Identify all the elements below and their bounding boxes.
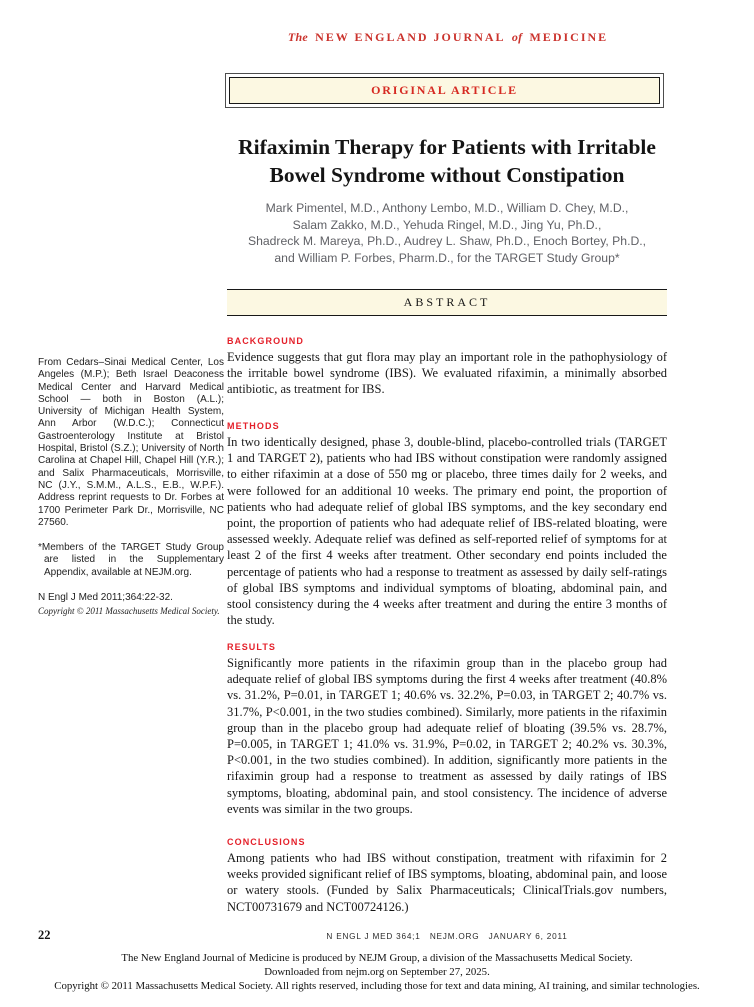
section-text-conclusions: Among patients who had IBS without constipation, treatment with rifaximin for 2 weeks provided significant relief of IBS symptoms, bloating, abdominal pain, and loose or watery stools. (Funded by Salix Pharmaceuticals; ClinicalTrials.gov numbers, NCT00731679 and NCT00724126.) bbox=[227, 851, 667, 914]
section-text-results: Significantly more patients in the rifaximin group than in the placebo group had adequate relief of global IBS symptoms during the first 4 weeks after treatment (40.8% vs. 31.2%, P=0.01, in TARGET 1; 40.6% vs. 32.2%, P=0.03, in TARGET 2; 40.7% vs. 31.7%, P<0.001, in the two studies combined). Similarly, more patients in the rifaximin group than in the placebo group had adequate relief of bloating (39.5% vs. 28.7%, P=0.005, in TARGET 1; 41.0% vs. 31.9%, P=0.02, in TARGET 2; 40.2% vs. 30.3%, P<0.001, in the two studies combined). In addition, significantly more patients in the rifaximin group had a response to treatment as assessed by daily ratings of IBS symptoms, bloating, abdominal pain, and stool consistency. The incidence of adverse events was similar in the two groups. bbox=[227, 656, 667, 816]
footer-copyright-line: Copyright © 2011 Massachusetts Medical Society. All rights reserved, including those for text and data mining, AI training, and similar technologies. bbox=[54, 980, 700, 992]
affiliations-text: From Cedars–Sinai Medical Center, Los Angeles (M.P.); Beth Israel Deaconess Medical Center and Harvard Medical School — both in Boston (A.L.); University of Michigan Health System, Ann Arbor (W.D.C.); Connecticut Gastroenterology Institute at Bristol Hospital, Bristol (S.Z.); University of North Carolina at Chapel Hill, Chapel Hill (Y.R.); and Salix Pharmaceuticals, Morrisville, NC (J.Y., S.M.M., A.L.S., E.B., W.P.F.). Address reprint requests to Dr. Forbes at 1700 Perimeter Park Dr., Morrisville, NC 27560. bbox=[38, 357, 224, 528]
page-number: 22 bbox=[38, 928, 51, 942]
running-footer-citation: N ENGL J MED 364;1 NEJM.ORG JANUARY 6, 2011 bbox=[326, 932, 568, 941]
section-text-methods: In two identically designed, phase 3, double-blind, placebo-controlled trials (TARGET 1 and TARGET 2), patients who had IBS without constipation were randomly assigned to either rifaximin at a dose of 550 mg or placebo, three times daily for 2 weeks, and were followed for an additional 10 weeks. The primary end point, the proportion of patients who had adequate relief of global IBS symptoms, and the key secondary end point, the proportion of patients who had adequate relief of IBS-related bloating, were assessed weekly. Adequate relief was defined as self-reported relief of symptoms for at least 2 of the first 4 weeks after treatment. Other secondary end points included the percentage of patients who had a response to treatment as assessed by daily self-ratings of global IBS symptoms and individual symptoms of bloating, abdominal pain, and stool consistency during the 4 weeks after treatment and during the entire 3 months of the study. bbox=[227, 435, 667, 628]
section-heading-methods: METHODS bbox=[227, 421, 280, 431]
author-line: and William P. Forbes, Pharm.D., for the TARGET Study Group* bbox=[274, 250, 620, 265]
original-article-label: ORIGINAL ARTICLE bbox=[371, 83, 518, 97]
author-line: Mark Pimentel, M.D., Anthony Lembo, M.D., William D. Chey, M.D., bbox=[265, 201, 629, 215]
abstract-section-background bbox=[227, 336, 667, 398]
article-title-line2: Bowel Syndrome without Constipation bbox=[269, 162, 625, 187]
section-heading-results: RESULTS bbox=[227, 642, 277, 652]
abstract-label: ABSTRACT bbox=[403, 295, 491, 309]
study-group-footnote: *Members of the TARGET Study Group are listed in the Supplementary Appendix, available at NEJM.org. bbox=[38, 542, 224, 578]
article-title-line1: Rifaximin Therapy for Patients with Irritable bbox=[238, 135, 656, 159]
download-footer bbox=[0, 951, 754, 993]
journal-masthead bbox=[127, 30, 754, 45]
section-heading-background: BACKGROUND bbox=[227, 336, 304, 346]
abstract-section-conclusions bbox=[227, 837, 667, 915]
footer-downloaded-line: Downloaded from nejm.org on September 27, 2025. bbox=[264, 966, 490, 978]
citation-text: N Engl J Med 2011;364:22-32. bbox=[38, 592, 173, 604]
author-line: Salam Zakko, M.D., Yehuda Ringel, M.D., Jing Yu, Ph.D., bbox=[292, 217, 602, 232]
masthead-of: of bbox=[511, 30, 523, 44]
affiliations-sidebar bbox=[38, 357, 224, 618]
article-title bbox=[127, 134, 754, 189]
footer-produced-line: The New England Journal of Medicine is produced by NEJM Group, a division of the Massachusetts Medical Society. bbox=[121, 952, 633, 964]
sidebar-copyright-text: Copyright © 2011 Massachusetts Medical Society. bbox=[38, 606, 220, 617]
masthead-journal-name: NEW ENGLAND JOURNAL bbox=[315, 30, 505, 44]
abstract-section-methods bbox=[227, 421, 667, 628]
abstract-section-results bbox=[227, 642, 667, 817]
section-heading-conclusions: CONCLUSIONS bbox=[227, 837, 306, 847]
section-text-background: Evidence suggests that gut flora may play an important role in the pathophysiology of the irritable bowel syndrome (IBS). We evaluated rifaximin, a minimally absorbed antibiotic, as treatment for IBS. bbox=[227, 350, 667, 397]
original-article-banner bbox=[229, 77, 660, 104]
author-list bbox=[127, 200, 754, 266]
masthead-the: The bbox=[287, 30, 309, 44]
masthead-medicine: MEDICINE bbox=[529, 30, 609, 44]
author-line: Shadreck M. Mareya, Ph.D., Audrey L. Shaw, Ph.D., Enoch Bortey, Ph.D., bbox=[247, 234, 647, 248]
abstract-banner bbox=[227, 289, 667, 316]
